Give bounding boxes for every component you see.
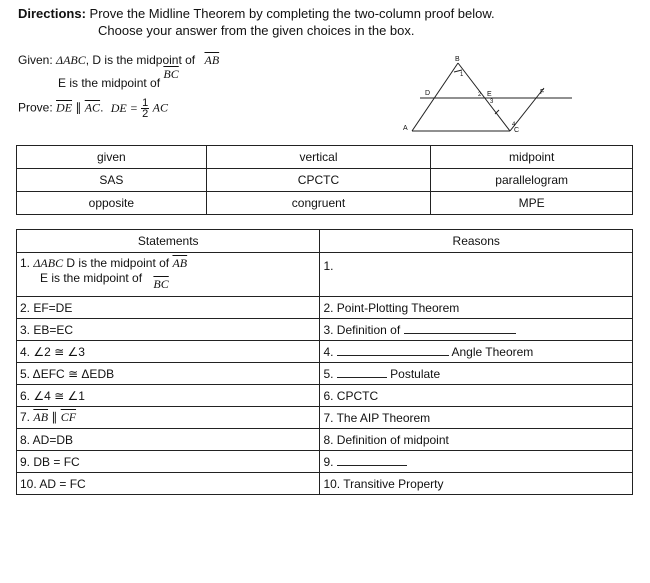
prove-segment-ac: $\overline{AC}$ bbox=[84, 100, 101, 115]
given-text2: E is the midpoint of bbox=[58, 76, 161, 90]
statement-1-triangle: ΔABC bbox=[33, 256, 64, 270]
statement-8: 8. AD=DB bbox=[17, 429, 320, 451]
table-row bbox=[17, 341, 633, 363]
statement-1-num: 1. bbox=[20, 256, 31, 270]
table-row bbox=[17, 253, 633, 297]
directions-line2: Choose your answer from the given choices in the box. bbox=[98, 23, 415, 38]
side-bc bbox=[458, 63, 510, 131]
given-label: Given: bbox=[18, 53, 53, 67]
reason-4-blank[interactable] bbox=[337, 345, 449, 356]
reason-5-text: Postulate bbox=[390, 366, 441, 381]
table-row bbox=[17, 297, 633, 319]
statement-7-segment-cf: $\overline{CF}$ bbox=[60, 410, 77, 424]
statement-4: 4. ∠2 ≅ ∠3 bbox=[17, 341, 320, 363]
label-c: C bbox=[514, 127, 520, 134]
statement-2: 2. EF=DE bbox=[17, 297, 320, 319]
choice-sas: SAS bbox=[17, 169, 207, 192]
statement-7-segment-ab: $\overline{AB}$ bbox=[33, 410, 49, 424]
proof-table bbox=[16, 229, 633, 495]
reason-1[interactable] bbox=[320, 253, 633, 297]
angle-label-1: 1 bbox=[460, 72, 464, 78]
angle-label-4: 4 bbox=[512, 122, 516, 128]
table-row bbox=[17, 429, 633, 451]
given-segment-bc: $\overline{BC}$ bbox=[163, 67, 179, 81]
table-row bbox=[17, 363, 633, 385]
reason-3-text: 3. Definition of bbox=[323, 322, 401, 337]
parallel-symbol: ∥ bbox=[75, 100, 82, 115]
given-segment-ab: $\overline{AB}$ bbox=[204, 53, 220, 67]
reason-3[interactable] bbox=[320, 319, 633, 341]
choice-opposite: opposite bbox=[17, 192, 207, 215]
prove-eq-right: AC bbox=[152, 100, 168, 115]
label-f: F bbox=[540, 89, 545, 96]
fraction-one-half bbox=[141, 98, 149, 119]
fraction-denominator: 2 bbox=[142, 108, 149, 120]
table-row bbox=[17, 473, 633, 495]
reason-1-num: 1. bbox=[323, 259, 334, 273]
reason-4[interactable] bbox=[320, 341, 633, 363]
statement-9: 9. DB = FC bbox=[17, 451, 320, 473]
prove-line: Prove: $\overline{DE}$ ∥ $\overline{AC}$. DE = $\frac{1}{2}$ AC bbox=[18, 97, 168, 120]
reason-5-blank[interactable] bbox=[337, 367, 387, 378]
statement-7-num: 7. bbox=[20, 410, 31, 424]
statement-1-text: D is the midpoint of bbox=[63, 256, 173, 270]
statement-1-segment-ab: $\overline{AB}$ bbox=[172, 256, 188, 270]
statement-7 bbox=[17, 407, 320, 429]
given-text1: , D is the midpoint of bbox=[85, 53, 196, 67]
table-row bbox=[17, 385, 633, 407]
reason-4-num: 4. bbox=[323, 344, 334, 359]
choice-vertical: vertical bbox=[206, 146, 431, 169]
directions-text: Prove the Midline Theorem by completing the two-column proof below. bbox=[89, 6, 495, 21]
given-line1 bbox=[18, 53, 219, 68]
reason-10: 10. Transitive Property bbox=[320, 473, 633, 495]
directions-label: Directions: bbox=[18, 6, 86, 21]
label-d: D bbox=[425, 90, 431, 97]
directions-line1 bbox=[18, 6, 495, 21]
choices-row bbox=[17, 146, 633, 169]
reason-5[interactable] bbox=[320, 363, 633, 385]
proof-header-row bbox=[17, 230, 633, 253]
choice-midpoint: midpoint bbox=[431, 146, 633, 169]
label-b: B bbox=[455, 56, 460, 63]
statement-3: 3. EB=EC bbox=[17, 319, 320, 341]
choice-cpctc: CPCTC bbox=[206, 169, 431, 192]
statements-header: Statements bbox=[17, 230, 320, 253]
reason-7: 7. The AIP Theorem bbox=[320, 407, 633, 429]
reason-6: 6. CPCTC bbox=[320, 385, 633, 407]
side-ab bbox=[412, 63, 458, 131]
statement-1-segment-bc: $\overline{BC}$ bbox=[153, 277, 169, 291]
table-row bbox=[17, 451, 633, 473]
statement-5: 5. ΔEFC ≅ ΔEDB bbox=[17, 363, 320, 385]
statement-1-line2: E is the midpoint of bbox=[40, 271, 143, 285]
angle-label-2: 2 bbox=[478, 92, 482, 98]
fraction-numerator: 1 bbox=[142, 97, 149, 109]
reasons-header: Reasons bbox=[320, 230, 633, 253]
choice-congruent: congruent bbox=[206, 192, 431, 215]
choices-row bbox=[17, 169, 633, 192]
choices-table bbox=[16, 145, 633, 215]
choice-mpe: MPE bbox=[431, 192, 633, 215]
prove-eq-left: DE = bbox=[110, 100, 138, 115]
reason-9-blank[interactable] bbox=[337, 455, 407, 466]
angle-label-3: 3 bbox=[490, 99, 494, 105]
reason-2: 2. Point-Plotting Theorem bbox=[320, 297, 633, 319]
reason-8: 8. Definition of midpoint bbox=[320, 429, 633, 451]
statement-7-parallel: ∥ bbox=[48, 410, 61, 424]
statement-6: 6. ∠4 ≅ ∠1 bbox=[17, 385, 320, 407]
table-row bbox=[17, 319, 633, 341]
midline-figure bbox=[398, 54, 594, 138]
table-row bbox=[17, 407, 633, 429]
given-triangle: ΔABC bbox=[56, 53, 86, 67]
choice-parallelogram: parallelogram bbox=[431, 169, 633, 192]
reason-4-text: Angle Theorem bbox=[451, 344, 534, 359]
given-line2 bbox=[58, 67, 179, 91]
choices-row bbox=[17, 192, 633, 215]
choice-given: given bbox=[17, 146, 207, 169]
label-e: E bbox=[487, 91, 492, 98]
prove-label: Prove: bbox=[18, 100, 53, 115]
reason-9[interactable] bbox=[320, 451, 633, 473]
reason-3-blank[interactable] bbox=[404, 323, 516, 334]
reason-9-num: 9. bbox=[323, 454, 334, 469]
label-a: A bbox=[403, 125, 408, 132]
reason-5-num: 5. bbox=[323, 366, 334, 381]
statement-1 bbox=[17, 253, 320, 297]
statement-10: 10. AD = FC bbox=[17, 473, 320, 495]
prove-segment-de: $\overline{DE}$ bbox=[56, 100, 73, 115]
